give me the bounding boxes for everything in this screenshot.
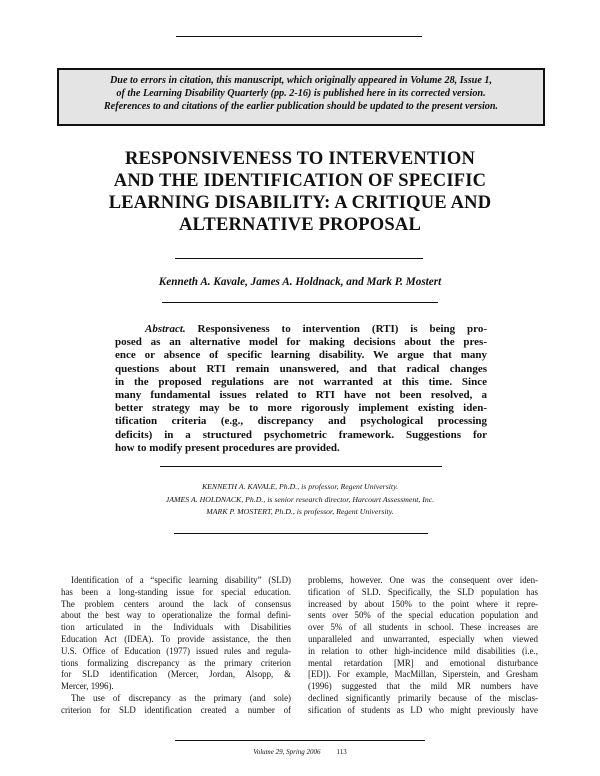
body-line: sents over 50% of the special education population and (308, 610, 538, 621)
body-line: (1996) suggested that the mild MR numbers have (308, 681, 538, 692)
body-line: problems, however. One was the consequent over iden- (308, 575, 538, 585)
body-line: over 5% of all students in school. These increases are (308, 622, 538, 633)
body-line: has been a long-standing issue for special education. (61, 586, 291, 597)
abstract-line: many fundamental issues related to RTI have not been resolved, a (115, 389, 487, 402)
body-line: mental retardation [MR] and emotional disturbance (308, 657, 538, 668)
body-line: The use of discrepancy as the primary (and sole) (71, 692, 291, 703)
title-line: LEARNING DISABILITY: A CRITIQUE AND (108, 193, 492, 213)
body-line: [ED]). For example, MacMillan, Siperstein, and Gresham (308, 669, 538, 680)
affiliation-line: JAMES A. HOLDNACK, Ph.D., is senior research director, Harcourt Assessment, Inc. (165, 494, 435, 504)
body-line: tification of SLD. Specifically, the SLD population has (308, 586, 538, 597)
body-column-left (61, 575, 291, 717)
correction-notice (57, 68, 545, 126)
abstract-line: questions about RTI remain unanswered, and that radical changes (115, 362, 487, 375)
abstract-line: tification criteria (e.g., discrepancy and psychological processing (115, 415, 487, 428)
body-line: increased by about 150% to the point where it repre- (308, 598, 538, 609)
affiliations-top-rule (160, 466, 442, 467)
abstract (115, 323, 487, 455)
title-line: AND THE IDENTIFICATION OF SPECIFIC (113, 171, 487, 191)
page-number: 113 (336, 748, 347, 756)
abstract-line: better strategy may be to more rigorously implement existing iden- (115, 402, 487, 415)
body-line: Identification of a “specific learning disability” (SLD) (71, 575, 291, 585)
body-line: The problem centers around the lack of consensus (61, 598, 291, 609)
abstract-first-line: Responsiveness to intervention (RTI) is being pro- (197, 323, 488, 335)
top-rule (176, 36, 422, 37)
abstract-line: deficits) in a structured psychometric framework. Suggestions for (115, 428, 487, 441)
notice-line: Due to errors in citation, this manuscript, which originally appeared in Volume 28, Issue 1, (109, 75, 493, 86)
body-line: tions formalizing discrepancy as the primary criterion (61, 657, 291, 668)
article-title (60, 148, 540, 236)
journal-issue: Volume 29, Spring 2006 (253, 748, 321, 756)
body-line: tion articulated in the Individuals with Disabilities (61, 622, 291, 633)
body-line: about the best way to operationalize the formal defini- (61, 610, 291, 621)
notice-line: of the Learning Disability Quarterly (pp. 2-16) is published here in its corrected version. (116, 88, 486, 99)
body-line: Mercer, 1996). (61, 681, 114, 692)
abstract-line (115, 323, 487, 336)
body-line: unparalleled and unwarranted, especially when viewed (308, 633, 538, 644)
abstract-line: how to modify present procedures are provided. (115, 441, 340, 454)
body-line: criterion for SLD identification created a number of (61, 704, 291, 715)
title-line: ALTERNATIVE PROPOSAL (179, 215, 421, 235)
body-line: for SLD identification (Mercer, Jordan, Alsopp, & (61, 669, 291, 680)
footer-rule (175, 740, 425, 741)
body-line: in relation to other high-incidence mild disabilities (i.e., (308, 645, 538, 656)
author-line: Kenneth A. Kavale, James A. Holdnack, and Mark P. Mostert (158, 276, 442, 288)
body-column-right (308, 575, 538, 717)
abstract-line: in the proposed regulations are not warranted at this time. Since (115, 375, 487, 388)
title-line: RESPONSIVENESS TO INTERVENTION (124, 149, 476, 169)
body-line: U.S. Office of Education (1977) issued rules and regula- (61, 645, 291, 656)
body-line: Education Act (IDEA). To provide assistance, the then (61, 633, 291, 644)
abstract-line: posed as an alternative model for making decisions about the pres- (115, 336, 487, 349)
body-line: declined significantly primarily because of the misclas- (308, 692, 538, 703)
body-line: sification of students as LD who might previously have (308, 704, 538, 715)
authors-rule (162, 302, 438, 303)
notice-line: References to and citations of the earlier publication should be updated to the present version. (103, 101, 499, 112)
abstract-line: ence or absence of specific learning disability. We argue that many (115, 349, 487, 362)
title-rule (175, 258, 423, 259)
page-footer (0, 748, 600, 756)
author-affiliations (60, 481, 540, 519)
affiliation-line: MARK P. MOSTERT, Ph.D., is professor, Regent University. (206, 507, 394, 516)
abstract-label: Abstract. (145, 323, 186, 335)
affiliation-line: KENNETH A. KAVALE, Ph.D., is professor, Regent University. (201, 482, 399, 491)
affiliations-bottom-rule (174, 533, 428, 534)
